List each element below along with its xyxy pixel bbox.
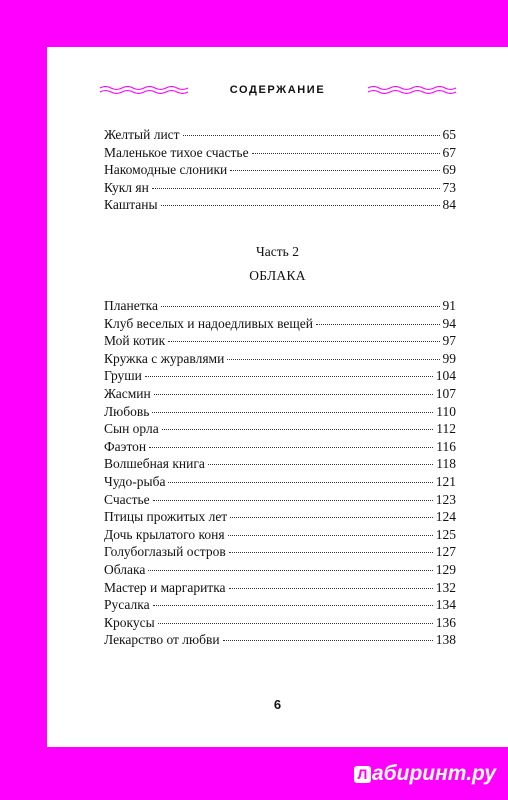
toc-entry-page: 84: [442, 197, 456, 213]
part-number: Часть 2: [256, 244, 299, 259]
toc-entry-page: 127: [435, 544, 456, 560]
toc-entry: [104, 145, 456, 163]
dot-leader: [228, 535, 433, 536]
toc-entry-title: Крокусы: [104, 614, 155, 630]
toc-entry: [104, 615, 456, 633]
dot-leader: [208, 464, 433, 465]
toc-entry-page: 97: [442, 333, 456, 349]
toc-entry-page: 134: [435, 597, 456, 613]
dot-leader: [162, 429, 434, 430]
dot-leader: [152, 412, 433, 413]
toc-entry: [104, 404, 456, 422]
toc-entry-title: Чудо-рыба: [104, 473, 166, 489]
toc-entry-page: 124: [435, 509, 456, 525]
toc-header: [47, 82, 508, 102]
toc-entry-page: 136: [435, 614, 456, 630]
toc-entry-page: 123: [435, 491, 456, 507]
toc-entry-page: 112: [436, 421, 456, 437]
toc-entry-title: Любовь: [104, 403, 150, 419]
toc-entry-title: Мой котик: [104, 333, 166, 349]
toc-entry-title: Желтый лист: [104, 127, 180, 142]
toc-entry: [104, 368, 456, 386]
toc-entry-page: 107: [435, 385, 456, 401]
toc-entry-title: Дочь крылатого коня: [104, 526, 225, 542]
toc-entry: [104, 386, 456, 404]
toc-entry: [104, 456, 456, 474]
watermark-text: абиринт.ру: [371, 762, 496, 785]
toc-entry-title: Счастье: [104, 491, 150, 507]
toc-entry-page: 94: [442, 315, 456, 331]
toc-entry: [104, 316, 456, 334]
toc-entry: [104, 580, 456, 598]
book-page: [47, 47, 508, 747]
toc-entry-title: Кукл ян: [104, 179, 149, 195]
toc-entry-title: Кружка с журавлями: [104, 350, 225, 366]
page-number: 6: [273, 697, 282, 712]
toc-entry: [104, 544, 456, 562]
toc-entry: [104, 351, 456, 369]
dot-leader: [229, 552, 433, 553]
toc-entry: [104, 562, 456, 580]
toc-entry-title: Сын орла: [104, 421, 159, 437]
toc-entry: [104, 597, 456, 615]
toc-entry-title: Каштаны: [104, 197, 158, 213]
toc-entry: [104, 439, 456, 457]
toc-entry-title: Облака: [104, 561, 146, 577]
toc-entry: [104, 492, 456, 510]
toc-entry-page: 116: [436, 438, 456, 454]
toc-entry: [104, 180, 456, 198]
toc-entry: [104, 527, 456, 545]
dot-leader: [158, 623, 433, 624]
toc-entry-page: 91: [442, 298, 456, 313]
toc-entry: [104, 421, 456, 439]
toc-entry: [104, 127, 456, 145]
toc-entry-title: Накомодные слоники: [104, 162, 228, 178]
dot-leader: [223, 640, 433, 641]
toc-entry-page: 132: [435, 579, 456, 595]
dot-leader: [149, 447, 433, 448]
toc-entry-page: 69: [442, 162, 456, 178]
toc-entry-title: Птицы прожитых лет: [104, 509, 228, 525]
dot-leader: [316, 324, 440, 325]
dot-leader: [168, 482, 432, 483]
toc-entry-page: 110: [436, 403, 456, 419]
toc-entry-title: Фаэтон: [104, 438, 147, 454]
dot-leader: [252, 153, 440, 154]
toc-entry-page: 99: [442, 350, 456, 366]
dot-leader: [152, 188, 440, 189]
part-title: ОБЛАКА: [249, 268, 306, 283]
dot-leader: [161, 205, 440, 206]
toc-entry: [104, 632, 456, 650]
toc-entry-title: Мастер и маргаритка: [104, 579, 226, 595]
toc-list-part1: [104, 127, 456, 215]
toc-entry: [104, 197, 456, 215]
toc-title: СОДЕРЖАНИЕ: [229, 84, 326, 96]
dot-leader: [161, 306, 440, 307]
dot-leader: [153, 605, 433, 606]
toc-entry-title: Маленькое тихое счастье: [104, 144, 249, 160]
toc-entry-title: Груши: [104, 368, 142, 384]
wave-ornament-right: [368, 86, 456, 96]
dot-leader: [145, 376, 433, 377]
toc-entry-page: 104: [435, 368, 456, 384]
toc-entry-title: Жасмин: [104, 385, 151, 401]
toc-entry-title: Волшебная книга: [104, 456, 205, 472]
dot-leader: [153, 500, 433, 501]
toc-entry-title: Планетка: [104, 298, 158, 313]
toc-entry-page: 65: [442, 127, 456, 142]
toc-entry-page: 73: [442, 179, 456, 195]
dot-leader: [148, 570, 432, 571]
toc-entry-page: 121: [435, 473, 456, 489]
toc-entry: [104, 474, 456, 492]
dot-leader: [227, 359, 439, 360]
toc-entry: [104, 509, 456, 527]
toc-entry-title: Клуб веселых и надоедливых вещей: [104, 315, 313, 331]
dot-leader: [168, 341, 439, 342]
toc-entry: [104, 162, 456, 180]
dot-leader: [154, 394, 433, 395]
toc-entry-page: 67: [442, 144, 456, 160]
labirint-logo-icon: Л: [354, 766, 371, 783]
toc-entry-title: Русалка: [104, 597, 150, 613]
toc-entry-page: 129: [435, 561, 456, 577]
dot-leader: [230, 170, 439, 171]
toc-entry-page: 118: [436, 456, 456, 472]
toc-list-part2: [104, 298, 456, 650]
toc-entry-page: 125: [435, 526, 456, 542]
toc-entry-title: Голубоглазый остров: [104, 544, 226, 560]
dot-leader: [230, 517, 433, 518]
dot-leader: [183, 135, 440, 136]
dot-leader: [229, 588, 433, 589]
toc-entry: [104, 333, 456, 351]
toc-entry-page: 138: [435, 632, 456, 648]
labirint-watermark: [354, 762, 496, 786]
toc-entry-title: Лекарство от любви: [104, 632, 220, 648]
toc-entry: [104, 298, 456, 316]
